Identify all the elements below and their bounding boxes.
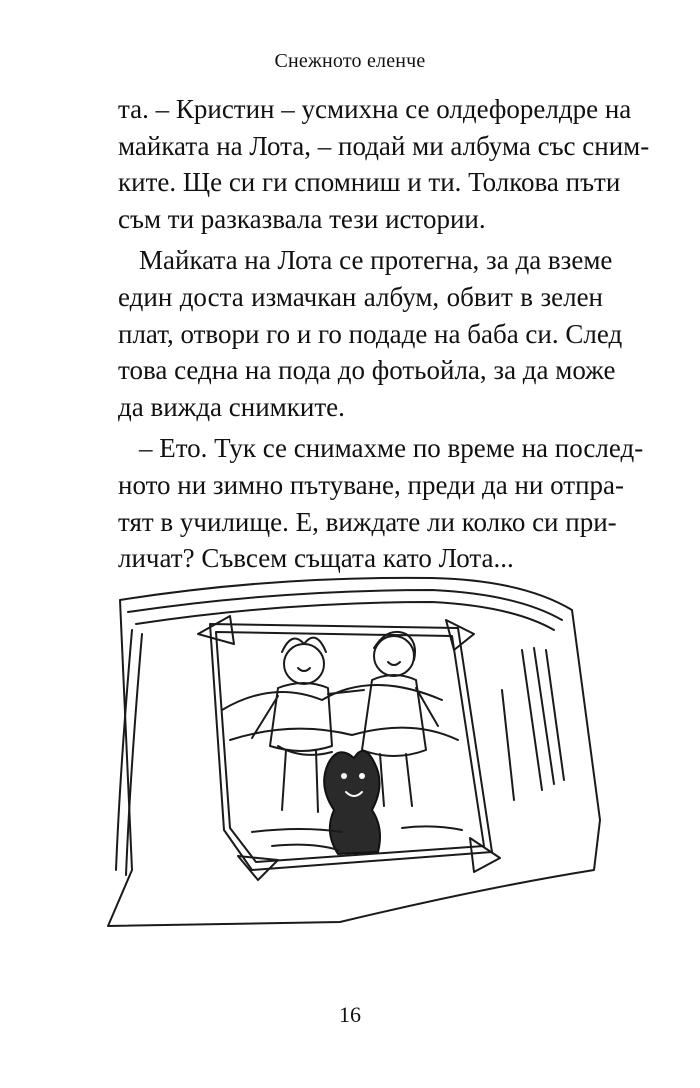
text-line: майката на Лота, – подай ми албума със сним- bbox=[118, 130, 650, 161]
paragraph-2 bbox=[118, 242, 623, 425]
text-line: – Ето. Тук се снимахме по време на послед- bbox=[139, 433, 644, 464]
text-line: тят в училище. Е, виждате ли колко си при- bbox=[118, 506, 617, 537]
album-drawing bbox=[102, 570, 602, 930]
album-cover bbox=[108, 578, 600, 926]
paragraph-3 bbox=[118, 430, 644, 576]
photo-corner bbox=[198, 616, 234, 644]
child-right-head bbox=[374, 636, 414, 676]
dog bbox=[324, 751, 380, 854]
text-line: това седна на пода до фотьойла, за да може bbox=[118, 355, 616, 386]
text-line: ното ни зимно пътуване, преди да ни отпра- bbox=[118, 469, 624, 500]
text-line: Майката на Лота се протегна, за да вземе bbox=[139, 245, 613, 276]
page-number: 16 bbox=[339, 1002, 361, 1027]
text-line: та. – Кристин – усмихна се олдефорелдре на bbox=[118, 94, 632, 124]
text-line: ките. Ще си ги спомниш и ти. Толкова пъти bbox=[118, 167, 621, 198]
body-text bbox=[118, 91, 650, 582]
child-left-head bbox=[284, 644, 324, 684]
text-line: съм ти разказвала тези истории. bbox=[118, 203, 486, 234]
text-line: един доста измачкан албум, обвит в зелен bbox=[118, 281, 603, 312]
running-head: Снежното еленче bbox=[274, 50, 426, 72]
text-line: личат? Съвсем същата като Лота... bbox=[118, 543, 514, 574]
paragraph-1 bbox=[118, 91, 650, 237]
text-line: да вижда снимките. bbox=[118, 391, 345, 422]
photo-album-illustration bbox=[102, 570, 602, 930]
text-line: плат, отвори го и го подаде на баба си. След bbox=[118, 318, 623, 349]
